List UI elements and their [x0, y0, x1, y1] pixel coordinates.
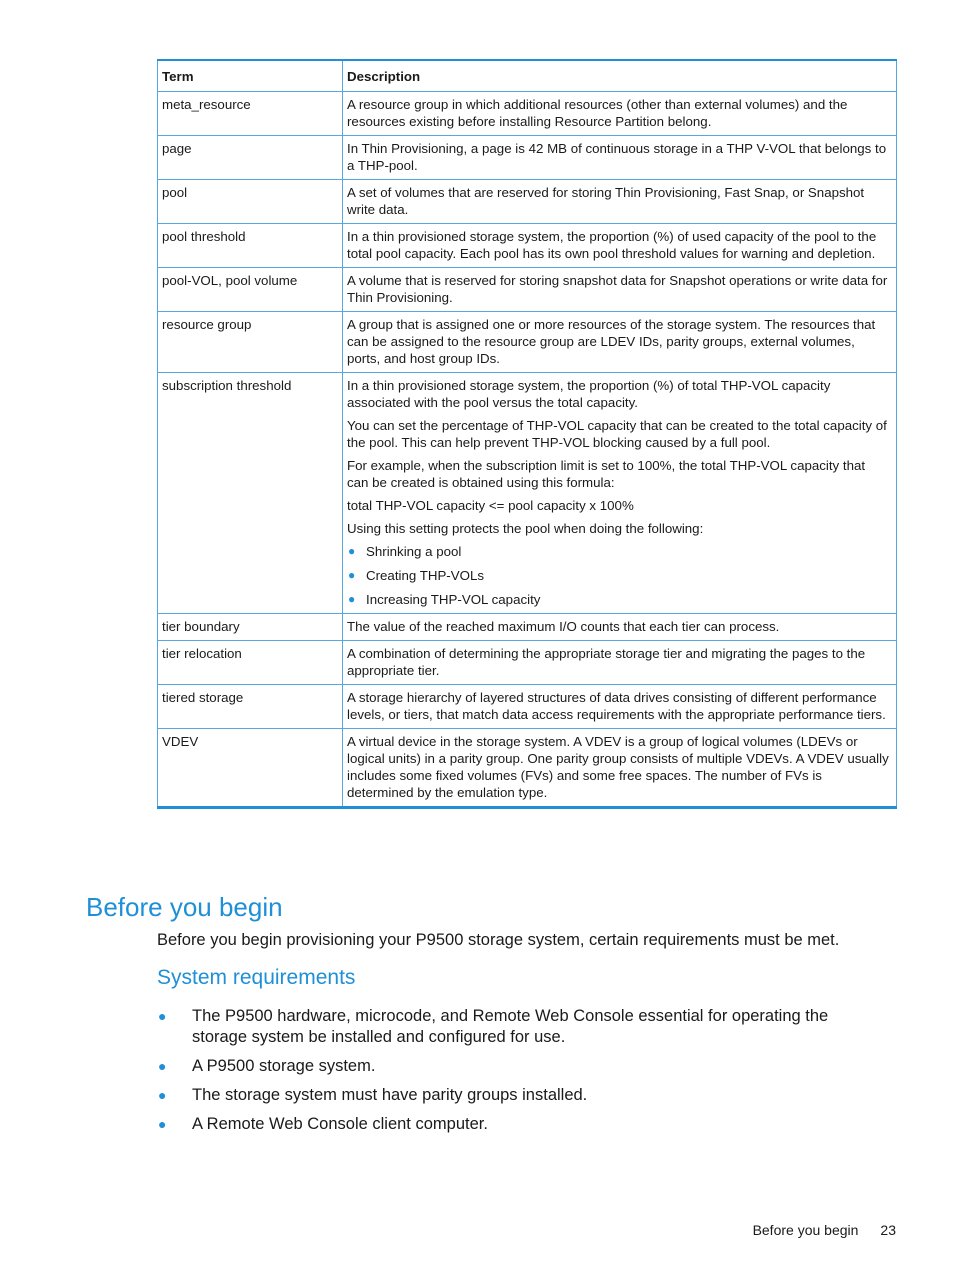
- table-row: [158, 641, 897, 685]
- description-cell: [343, 614, 897, 641]
- page-footer: [753, 1222, 896, 1238]
- requirement-item: [157, 1006, 877, 1048]
- description-text: A storage hierarchy of layered structures of data drives consisting of different performance levels, or tiers, that match data access requirements with the appropriate performance tiers.: [347, 690, 886, 722]
- glossary-table: [157, 59, 897, 809]
- term-cell: subscription threshold: [158, 373, 343, 614]
- term-cell: pool-VOL, pool volume: [158, 268, 343, 312]
- description-text: A resource group in which additional resources (other than external volumes) and the resources existing before installing Resource Partition belong.: [347, 97, 848, 129]
- term-cell: pool threshold: [158, 224, 343, 268]
- table-row: [158, 312, 897, 373]
- description-text: A volume that is reserved for storing snapshot data for Snapshot operations or write data for Thin Provisioning.: [347, 273, 888, 305]
- section-heading: Before you begin: [86, 892, 283, 922]
- description-text: In Thin Provisioning, a page is 42 MB of continuous storage in a THP V-VOL that belongs to a THP-pool.: [347, 141, 887, 173]
- term-cell: tiered storage: [158, 685, 343, 729]
- bullet-icon: ●: [348, 592, 356, 606]
- description-cell: [343, 685, 897, 729]
- section-intro: Before you begin provisioning your P9500 storage system, certain requirements must be met.: [157, 931, 840, 949]
- table-row: [158, 268, 897, 312]
- requirement-item: [157, 1114, 877, 1135]
- bullet-text: Shrinking a pool: [366, 544, 462, 559]
- table-header-row: [158, 60, 897, 92]
- description-bullets: [347, 543, 890, 608]
- table-row: [158, 614, 897, 641]
- term-cell: tier relocation: [158, 641, 343, 685]
- bullet-icon: ●: [158, 1058, 167, 1074]
- table-row: [158, 224, 897, 268]
- description-cell: [343, 180, 897, 224]
- description-cell: [343, 268, 897, 312]
- description-text: A set of volumes that are reserved for storing Thin Provisioning, Fast Snap, or Snapshot write data.: [347, 185, 865, 217]
- term-cell: tier boundary: [158, 614, 343, 641]
- description-text: A virtual device in the storage system. A VDEV is a group of logical volumes (LDEVs or logical units) in a parity group. One parity group consists of multiple VDEVs. A VDEV usually includes some fixed volumes (FVs) and some free spaces. The number of FVs is determined by the emulation type.: [347, 734, 889, 800]
- term-cell: resource group: [158, 312, 343, 373]
- requirement-text: A Remote Web Console client computer.: [192, 1115, 488, 1133]
- table-row: [158, 180, 897, 224]
- bullet-icon: ●: [158, 1008, 167, 1024]
- description-text: Using this setting protects the pool when doing the following:: [347, 521, 704, 536]
- bullet-icon: ●: [158, 1087, 167, 1103]
- description-cell: [343, 136, 897, 180]
- requirement-item: [157, 1085, 877, 1106]
- table-row: [158, 685, 897, 729]
- term-cell: meta_resource: [158, 92, 343, 136]
- description-text: A group that is assigned one or more resources of the storage system. The resources that can be assigned to the resource group are LDEV IDs, parity groups, external volumes, ports, and host group IDs.: [347, 317, 876, 366]
- bullet-item: [347, 567, 890, 584]
- table-row: [158, 136, 897, 180]
- requirement-text: A P9500 storage system.: [192, 1057, 376, 1075]
- description-cell: [343, 641, 897, 685]
- description-cell: [343, 224, 897, 268]
- table-row: [158, 92, 897, 136]
- header-description: Description: [343, 60, 897, 92]
- term-cell: VDEV: [158, 729, 343, 808]
- description-cell: [343, 729, 897, 808]
- requirement-text: The storage system must have parity groups installed.: [192, 1086, 588, 1104]
- glossary-body: [158, 92, 897, 808]
- bullet-text: Creating THP-VOLs: [366, 568, 484, 583]
- bullet-text: Increasing THP-VOL capacity: [366, 592, 541, 607]
- description-text: total THP-VOL capacity <= pool capacity x 100%: [347, 498, 634, 513]
- description-cell: [343, 312, 897, 373]
- requirements-list: [157, 1006, 877, 1143]
- bullet-item: [347, 543, 890, 560]
- subsection-heading: System requirements: [157, 966, 356, 989]
- header-term: Term: [158, 60, 343, 92]
- description-text: You can set the percentage of THP-VOL capacity that can be created to the total capacity of the pool. This can help prevent THP-VOL blocking caused by a full pool.: [347, 418, 887, 450]
- description-text: The value of the reached maximum I/O counts that each tier can process.: [347, 619, 780, 634]
- table-row: [158, 729, 897, 808]
- description-text: In a thin provisioned storage system, the proportion (%) of used capacity of the pool to the total pool capacity. Each pool has its own pool threshold values for warning and depletion.: [347, 229, 877, 261]
- requirement-text: The P9500 hardware, microcode, and Remote Web Console essential for operating the storage system be installed and configured for use.: [192, 1007, 829, 1046]
- table-row: [158, 373, 897, 614]
- term-cell: pool: [158, 180, 343, 224]
- description-cell: [343, 92, 897, 136]
- description-text: For example, when the subscription limit is set to 100%, the total THP-VOL capacity that can be created is obtained using this formula:: [347, 458, 866, 490]
- page-number: 23: [880, 1222, 896, 1238]
- term-cell: page: [158, 136, 343, 180]
- description-text: A combination of determining the appropriate storage tier and migrating the pages to the appropriate tier.: [347, 646, 866, 678]
- bullet-icon: ●: [348, 544, 356, 558]
- requirement-item: [157, 1056, 877, 1077]
- description-text: In a thin provisioned storage system, the proportion (%) of total THP-VOL capacity associated with the pool versus the total capacity.: [347, 378, 831, 410]
- footer-section: Before you begin: [752, 1222, 859, 1238]
- bullet-icon: ●: [348, 568, 356, 582]
- description-cell: [343, 373, 897, 614]
- bullet-icon: ●: [158, 1116, 167, 1132]
- bullet-item: [347, 591, 890, 608]
